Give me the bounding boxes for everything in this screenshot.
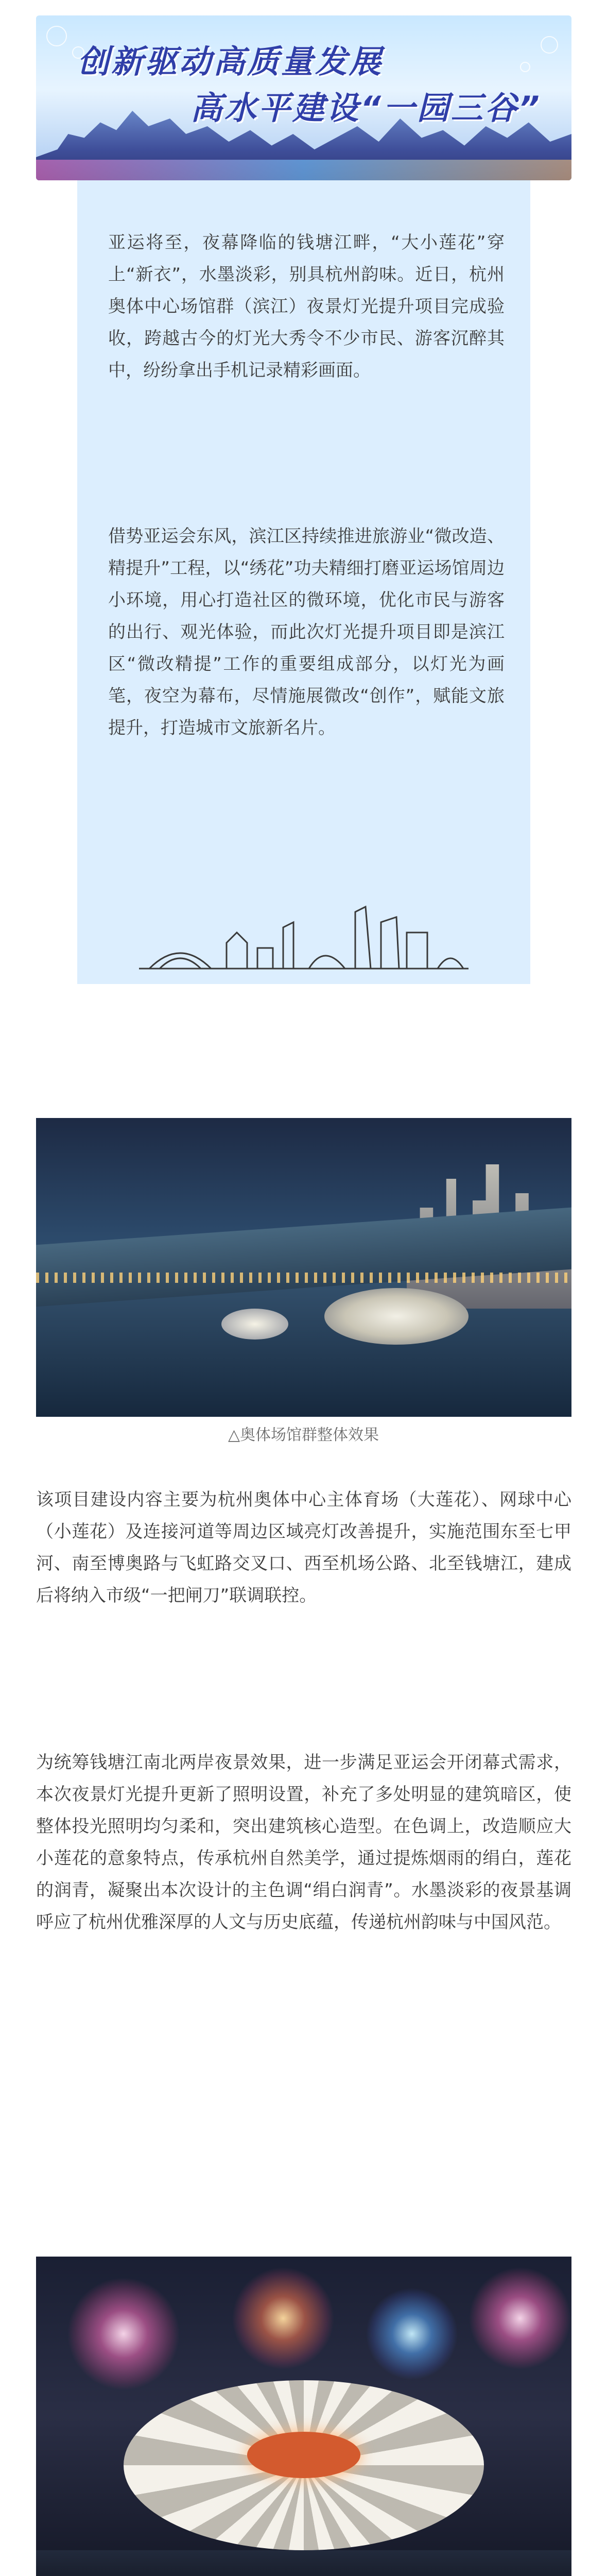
intro-paragraph-1: 亚运将至，夜幕降临的钱塘江畔，“大小莲花”穿上“新衣”，水墨淡彩，别具杭州韵味。近日，杭州奥体中心场馆群（滨江）夜景灯光提升项目完成验收，跨越古今的灯光大秀令不少市民、游客沉醉其中，纷纷拿出手机记录精彩画面。 bbox=[108, 232, 505, 381]
body-paragraph-3: 该项目建设内容主要为杭州奥体中心主体育场（大莲花）、网球中心（小莲花）及连接河道等周边区域亮灯改善提升，实施范围东至七甲河、南至博奥路与飞虹路交叉口、西至机场公路、北至钱塘江，建成后将纳入市级“一把闸刀”联调联控。 bbox=[36, 1489, 571, 1606]
intro-panel bbox=[77, 180, 530, 984]
skyline-line-illustration bbox=[139, 896, 469, 979]
body-paragraph-4: 为统筹钱塘江南北两岸夜景效果，进一步满足亚运会开闭幕式需求，本次夜景灯光提升更新了照明设置，补充了多处明显的建筑暗区，使整体投光照明均匀柔和，突出建筑核心造型。在色调上，改造顺应大小莲花的意象特点，传承杭州自然美学，通过提炼烟雨的绢白，莲花的润青，凝聚出本次设计的主色调“绢白润青”。水墨淡彩的夜景基调呼应了杭州优雅深厚的人文与历史底蕴，传递杭州韵味与中国风范。 bbox=[36, 1752, 571, 1933]
banner-title-line2: 高水平建设“一园三谷” bbox=[190, 89, 542, 127]
caption-photo-1: △奥体场馆群整体效果 bbox=[228, 1426, 379, 1444]
intro-paragraph-2: 借势亚运会东风，滨江区持续推进旅游业“微改造、精提升”工程，以“绣花”功夫精细打磨亚运场馆周边小环境，用心打造社区的微环境，优化市民与游客的出行、观光体验，而此次灯光提升项目即是滨江区“微改精提”工作的重要组成部分，以灯光为画笔，夜空为幕布，尽情施展微改“创作”，赋能文旅提升，打造城市文旅新名片。 bbox=[108, 526, 505, 738]
photo-main-stadium-lighting bbox=[36, 2257, 571, 2576]
header-banner bbox=[36, 15, 571, 180]
photo-venue-cluster-night bbox=[36, 1118, 571, 1417]
banner-light-glow bbox=[36, 160, 571, 180]
banner-title-line1: 创新驱动高质量发展 bbox=[77, 43, 384, 80]
